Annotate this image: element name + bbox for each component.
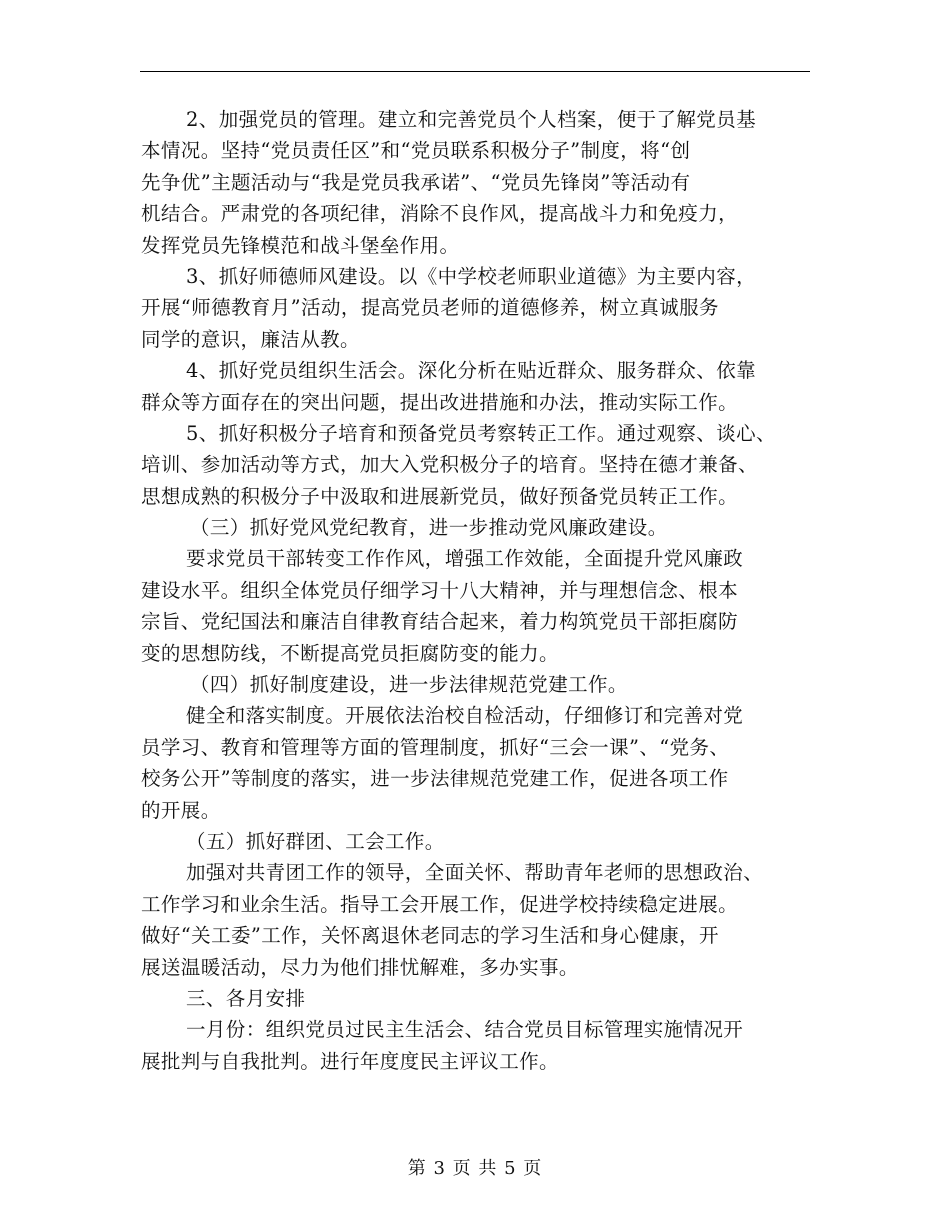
paragraph-line: 展送温暖活动，尽力为他们排忧解难，多办实事。 <box>141 955 579 979</box>
paragraph-line: 的开展。 <box>141 798 221 822</box>
paragraph-line: 本情况。坚持“党员责任区”和“党员联系积极分子”制度，将“创 <box>141 139 691 163</box>
section-heading: 三、各月安排 <box>186 986 306 1010</box>
page-footer <box>0 1154 950 1180</box>
document-body <box>141 104 831 1077</box>
paragraph-line: 先争优”主题活动与“我是党员我承诺”、“党员先锋岗”等活动有 <box>141 170 691 194</box>
paragraph-line: 加强对共青团工作的领导，全面关怀、帮助青年老师的思想政治、 <box>186 861 764 885</box>
paragraph-line: 要求党员干部转变工作作风，增强工作效能，全面提升党风廉政 <box>186 547 744 571</box>
header-rule <box>140 71 810 72</box>
paragraph-line: 5、抓好积极分子培育和预备党员考察转正工作。通过观察、谈心、 <box>186 421 776 445</box>
section-heading: （五）抓好群团、工会工作。 <box>186 829 445 853</box>
paragraph-line: 健全和落实制度。开展依法治校自检活动，仔细修订和完善对党 <box>186 704 744 728</box>
section-heading: （三）抓好党风党纪教育，进一步推动党风廉政建设。 <box>190 516 668 540</box>
footer-suffix: 页 <box>523 1158 543 1179</box>
paragraph-line: 校务公开”等制度的落实，进一步法律规范党建工作，促进各项工作 <box>141 767 729 791</box>
paragraph-line: 变的思想防线，不断提高党员拒腐防变的能力。 <box>141 641 559 665</box>
paragraph-line: 工作学习和业余生活。指导工会开展工作，促进学校持续稳定进展。 <box>141 892 739 916</box>
paragraph-line: 展批判与自我批判。进行年度度民主评议工作。 <box>141 1049 559 1073</box>
footer-prefix: 第 <box>407 1158 427 1179</box>
paragraph-line: 3、抓好师德师风建设。以《中学校老师职业道德》为主要内容， <box>186 264 757 288</box>
paragraph-line: 机结合。严肃党的各项纪律，消除不良作风，提高战斗力和免疫力， <box>141 202 739 226</box>
paragraph-line: 开展“师德教育月”活动，提高党员老师的道德修养，树立真诚服务 <box>141 296 719 320</box>
paragraph-line: 4、抓好党员组织生活会。深化分析在贴近群众、服务群众、依靠 <box>186 359 757 383</box>
paragraph-line: 做好“关工委”工作，关怀离退休老同志的学习生活和身心健康，开 <box>141 924 719 948</box>
current-page-number: 3 <box>433 1158 446 1179</box>
total-page-count: 5 <box>504 1158 517 1179</box>
paragraph-line: 建设水平。组织全体党员仔细学习十八大精神，并与理想信念、根本 <box>141 578 739 602</box>
footer-middle: 页 共 <box>452 1158 498 1179</box>
paragraph-line: 一月份：组织党员过民主生活会、结合党员目标管理实施情况开 <box>186 1018 744 1042</box>
paragraph-line: 同学的意识，廉洁从教。 <box>141 327 360 351</box>
paragraph-line: 发挥党员先锋模范和战斗堡垒作用。 <box>141 233 460 257</box>
paragraph-line: 思想成熟的积极分子中汲取和进展新党员，做好预备党员转正工作。 <box>141 484 739 508</box>
paragraph-line: 宗旨、党纪国法和廉洁自律教育结合起来，着力构筑党员干部拒腐防 <box>141 610 739 634</box>
paragraph-line: 2、加强党员的管理。建立和完善党员个人档案，便于了解党员基 <box>186 108 757 131</box>
section-heading: （四）抓好制度建设，进一步法律规范党建工作。 <box>190 673 628 697</box>
paragraph-line: 员学习、教育和管理等方面的管理制度，抓好“三会一课”、“党务、 <box>141 735 730 759</box>
paragraph-line: 培训、参加活动等方式，加大入党积极分子的培育。坚持在德才兼备、 <box>141 453 758 477</box>
paragraph-line: 群众等方面存在的突出问题，提出改进措施和办法，推动实际工作。 <box>141 390 739 414</box>
